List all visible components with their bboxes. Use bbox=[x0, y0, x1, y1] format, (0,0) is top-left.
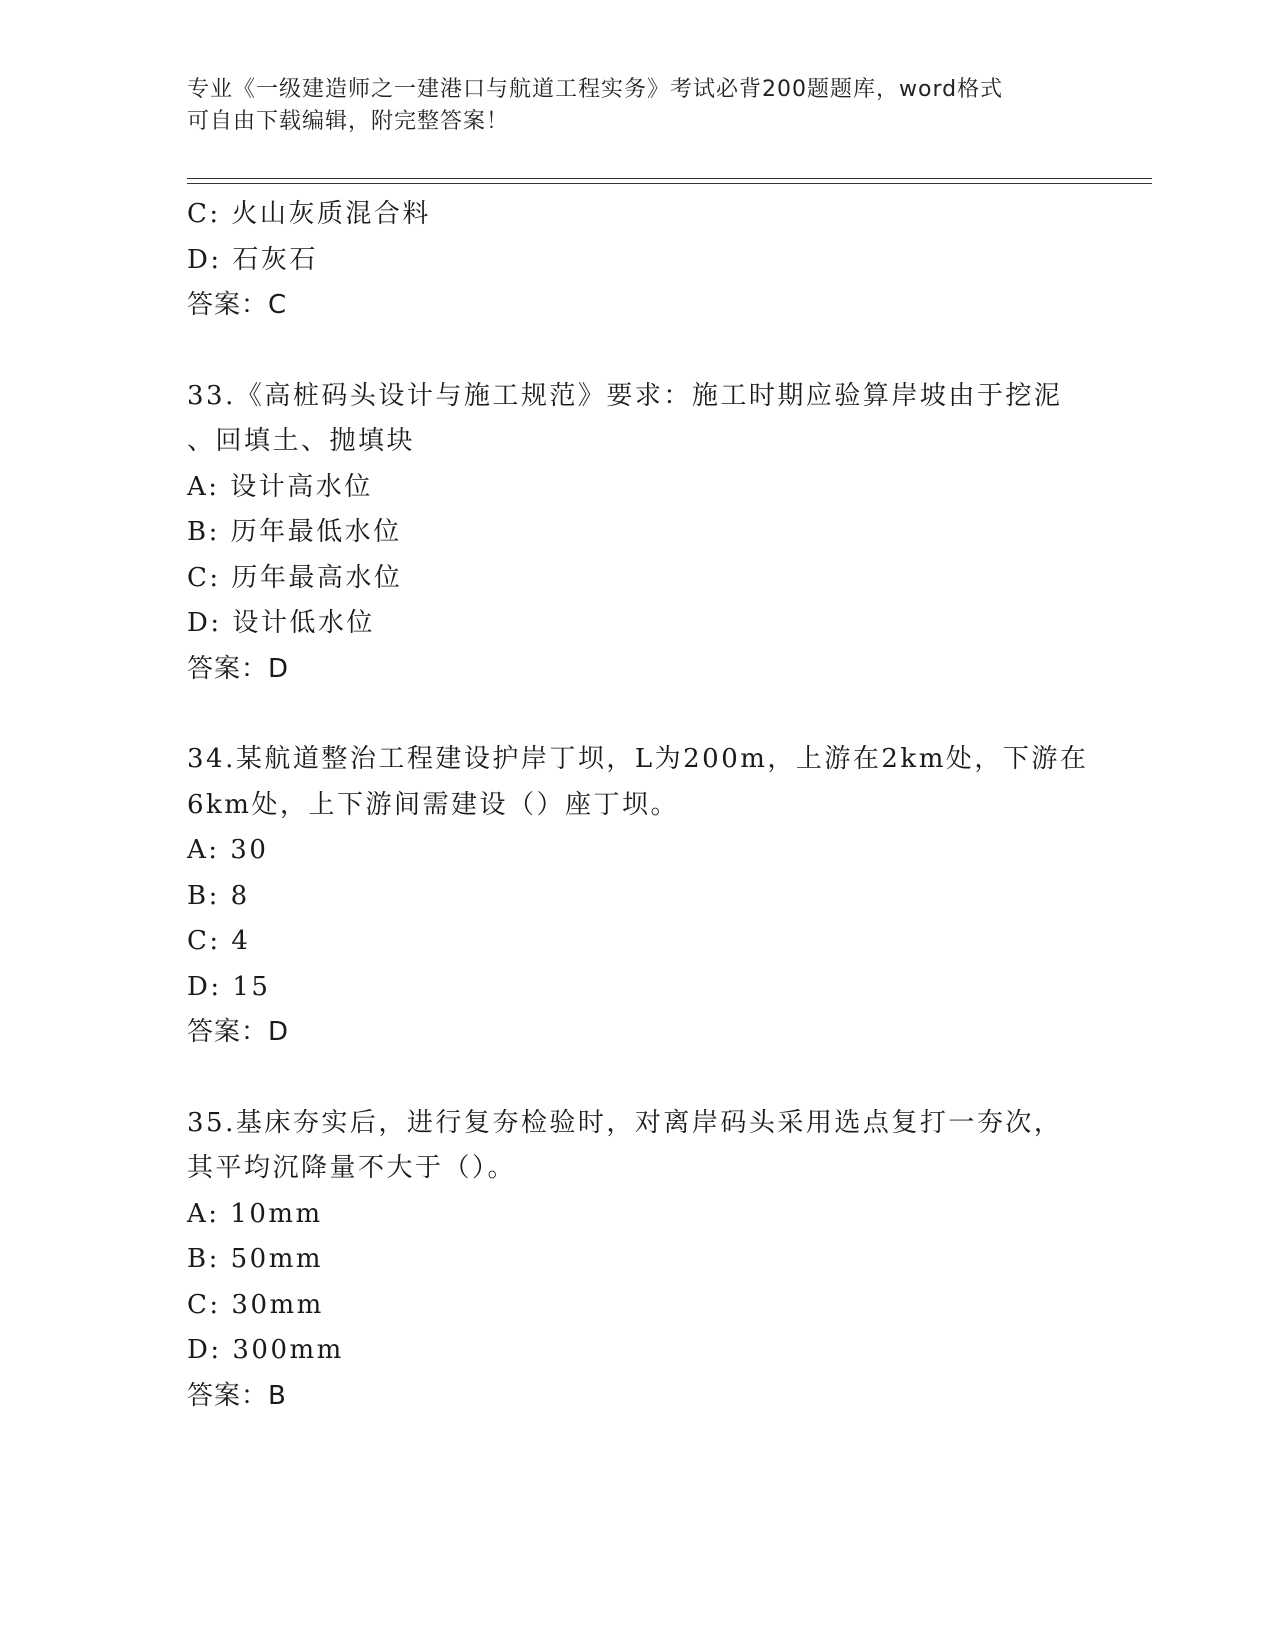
prev-question-block bbox=[187, 192, 1087, 329]
option-c: C: 4 bbox=[187, 926, 251, 956]
header-line-1: 专业《一级建造师之一建港口与航道工程实务》考试必背200题题库，word格式 bbox=[187, 77, 1004, 102]
option-a: A: 10mm bbox=[187, 1198, 323, 1229]
option-a: A: 30 bbox=[187, 835, 269, 865]
spacer bbox=[187, 692, 1087, 737]
option-b: B: 历年最低水位 bbox=[187, 517, 402, 547]
question-stem-line: 其平均沉降量不大于（）。 bbox=[187, 1153, 517, 1183]
option-b: B: 50mm bbox=[187, 1244, 324, 1274]
option-d: D: 15 bbox=[187, 971, 271, 1002]
spacer bbox=[187, 1056, 1087, 1101]
document-header bbox=[187, 74, 1087, 138]
spacer bbox=[187, 329, 1087, 374]
option-d: D: 300mm bbox=[187, 1335, 344, 1365]
answer-line: 答案：D bbox=[187, 1017, 290, 1047]
option-d: D: 设计低水位 bbox=[187, 608, 375, 638]
header-line-2: 可自由下载编辑，附完整答案！ bbox=[187, 109, 510, 134]
answer-line: 答案：D bbox=[187, 653, 290, 684]
option-a: A: 设计高水位 bbox=[187, 471, 373, 502]
option-c: C: 历年最高水位 bbox=[187, 562, 403, 593]
option-c: C: 30mm bbox=[187, 1289, 324, 1320]
answer-line: 答案：C bbox=[187, 290, 288, 320]
answer-line: 答案：B bbox=[187, 1380, 287, 1411]
question-34 bbox=[187, 737, 1087, 1056]
question-stem-line: 33.《高桩码头设计与施工规范》要求：施工时期应验算岸坡由于挖泥 bbox=[187, 380, 1063, 411]
header-divider-bottom bbox=[187, 183, 1152, 184]
option-b: B: 8 bbox=[187, 880, 250, 911]
option-d: D: 石灰石 bbox=[187, 244, 318, 275]
question-content bbox=[187, 192, 1087, 1419]
question-stem-line: 6km处，上下游间需建设（）座丁坝。 bbox=[187, 789, 679, 820]
question-33 bbox=[187, 374, 1087, 693]
question-stem-line: 35.基床夯实后，进行复夯检验时，对离岸码头采用选点复打一夯次， bbox=[187, 1107, 1063, 1138]
option-c: C: 火山灰质混合料 bbox=[187, 199, 431, 229]
question-stem-line: 34.某航道整治工程建设护岸丁坝，L为200m，上游在2km处，下游在 bbox=[187, 744, 1089, 774]
question-stem-line: 、回填土、抛填块 bbox=[187, 426, 416, 456]
question-35 bbox=[187, 1101, 1087, 1420]
header-divider-top bbox=[187, 178, 1152, 179]
